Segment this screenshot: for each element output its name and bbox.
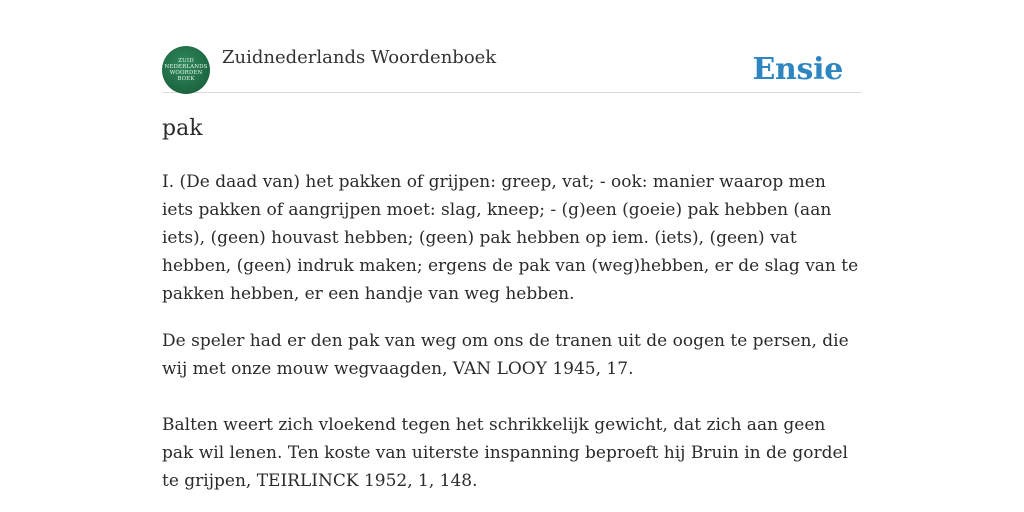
definition-text: I. (De daad van) het pakken of grijpen: greep, vat; - ook: manier waarop men iets pakken of aangrijpen moet: slag, kneep; - (g)een (goeie) pak hebben (aan iets), (geen) houvast hebben; (geen) pak hebben op iem. (iets), (geen) vat hebben, (geen) indruk maken; ergens de pak van (weg)hebben, er de slag van te pakken hebben, er een handje van weg hebben. [162,172,859,304]
entry-content [162,168,862,495]
dictionary-name-link[interactable]: Zuidnederlands Woordenboek [222,47,497,68]
logo-line: WOORDEN [169,70,203,76]
headword: pak [162,116,203,141]
dictionary-logo[interactable] [162,46,210,94]
quote-text: Balten weert zich vloekend tegen het schrikkelijk gewicht, dat zich aan geen pak wil lenen. Ten koste van uiterste inspanning beproeft hij Bruin in de gordel te grijpen, TEIRLINCK 1952, 1, 148. [162,415,848,491]
logo-line: NEDERLANDS [164,64,208,70]
logo-line: BOEK [177,76,195,82]
site-header [162,46,862,93]
logo-line: ZUID [178,58,194,64]
ensie-brand-link[interactable]: Ensie [752,52,843,87]
quote-text: De speler had er den pak van weg om ons de tranen uit de oogen te persen, die wij met onze mouw wegvaagden, VAN LOOY 1945, 17. [162,331,849,379]
